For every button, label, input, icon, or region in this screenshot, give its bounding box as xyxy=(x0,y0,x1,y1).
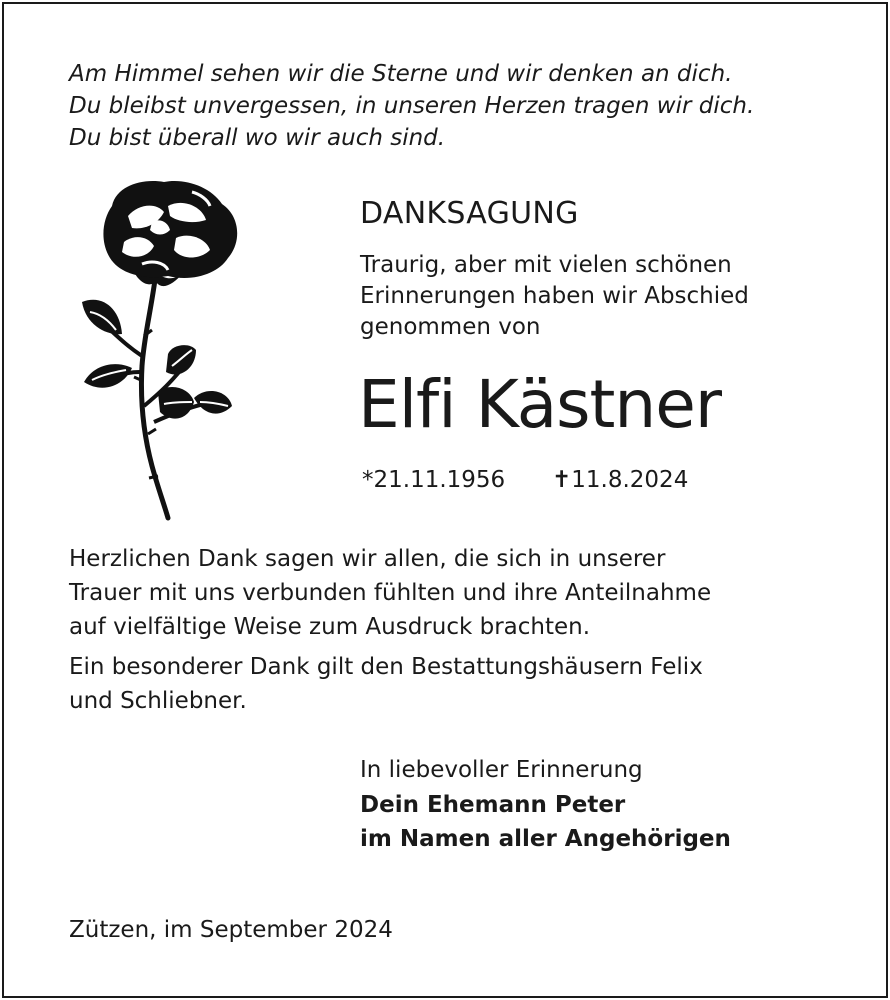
rose-icon xyxy=(72,176,248,524)
intro-line: Erinnerungen haben wir Abschied xyxy=(360,283,749,309)
deceased-name: Elfi Kästner xyxy=(358,366,721,443)
birth-date: *21.11.1956 xyxy=(362,467,506,493)
signature-line: Dein Ehemann Peter xyxy=(360,792,626,818)
signature-line: im Namen aller Angehörigen xyxy=(360,826,731,852)
intro-line: genommen von xyxy=(360,314,541,340)
motto-poem xyxy=(69,58,829,154)
thanks-line: auf vielfältige Weise zum Ausdruck brachten. xyxy=(69,614,591,640)
place-date: Zützen, im September 2024 xyxy=(69,917,393,943)
thanks-text xyxy=(69,542,711,644)
special-thanks-line: und Schliebner. xyxy=(69,688,247,714)
motto-line: Am Himmel sehen wir die Sterne und wir denken an dich. xyxy=(69,61,733,87)
memory-line: In liebevoller Erinnerung xyxy=(360,757,643,783)
heading-danksagung: DANKSAGUNG xyxy=(360,196,579,231)
special-thanks-line: Ein besonderer Dank gilt den Bestattungshäusern Felix xyxy=(69,654,703,680)
motto-line: Du bleibst unvergessen, in unseren Herzen tragen wir dich. xyxy=(69,93,755,119)
intro-line: Traurig, aber mit vielen schönen xyxy=(360,252,732,278)
thanks-line: Trauer mit uns verbunden fühlten und ihre Anteilnahme xyxy=(69,580,712,606)
signature xyxy=(360,788,731,856)
death-date: ✝11.8.2024 xyxy=(552,467,689,493)
special-thanks-text xyxy=(69,650,703,718)
intro-text xyxy=(360,250,749,343)
thanks-line: Herzlichen Dank sagen wir allen, die sich in unserer xyxy=(69,546,666,572)
motto-line: Du bist überall wo wir auch sind. xyxy=(69,125,446,151)
